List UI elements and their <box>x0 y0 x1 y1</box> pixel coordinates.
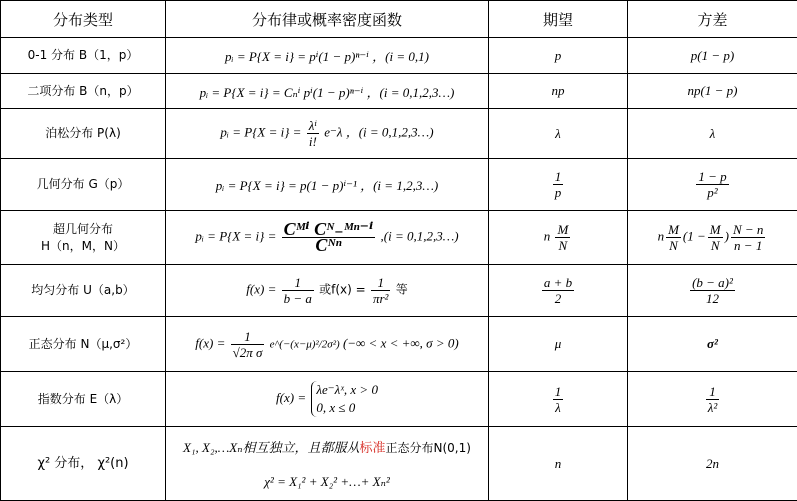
formula-suffix: (−∞ < x < +∞, σ > 0) <box>343 335 459 350</box>
row-name-line1: 超几何分布 <box>4 221 162 238</box>
formula-middle: 或f(x) = <box>319 282 366 296</box>
fraction-denominator: N <box>708 238 723 253</box>
formula-prefix: f(x) = <box>276 390 306 405</box>
fraction-numerator: M <box>555 222 570 238</box>
header-pmf-pdf: 分布律或概率密度函数 <box>166 1 489 38</box>
row-name: 几何分布 G（p） <box>1 159 166 211</box>
formula-line1 <box>169 437 485 456</box>
fraction-numerator: 1 <box>371 275 390 291</box>
row-name: 指数分布 E（λ） <box>1 372 166 427</box>
row-formula <box>166 372 489 427</box>
row-name: 均匀分布 U（a,b） <box>1 265 166 317</box>
formula-prefix: pᵢ = P{X = i} = <box>220 124 301 139</box>
table-row <box>1 317 797 372</box>
row-formula <box>166 211 489 265</box>
fraction <box>282 275 314 306</box>
fraction <box>706 384 720 415</box>
header-distribution-type: 分布类型 <box>1 1 166 38</box>
row-mean: np <box>489 74 628 109</box>
row-formula <box>166 317 489 372</box>
fraction-numerator: (b − a)² <box>690 275 735 291</box>
table-row <box>1 159 797 211</box>
fraction-numerator: 1 <box>282 275 314 291</box>
row-variance <box>628 159 797 211</box>
fraction-numerator: a + b <box>542 275 574 291</box>
fraction-denominator: πr² <box>371 291 390 306</box>
formula-line1-suffix: 正态分布N(0,1) <box>386 441 471 455</box>
row-formula <box>166 427 489 501</box>
row-variance: 2n <box>628 427 797 501</box>
row-variance: λ <box>628 109 797 159</box>
formula-prefix: pᵢ = P{X = i} = <box>195 228 276 243</box>
row-mean: p <box>489 38 628 74</box>
header-row <box>1 1 797 38</box>
table-row <box>1 74 797 109</box>
fraction <box>553 169 564 200</box>
row-formula <box>166 265 489 317</box>
header-variance: 方差 <box>628 1 797 38</box>
row-variance: p(1 − p) <box>628 38 797 74</box>
fraction <box>553 384 564 415</box>
fraction <box>696 169 728 200</box>
row-formula: pᵢ = P{X = i} = p(1 − p)ⁱ⁻¹ ，(i = 1,2,3…) <box>166 159 489 211</box>
case-2: 0, x ≤ 0 <box>316 399 378 417</box>
variance-middle: (1 − <box>683 228 706 243</box>
fraction-numerator: 1 <box>706 384 720 400</box>
formula-line2: χ² = X₁² + X₂² +…+ Xₙ² <box>169 474 485 490</box>
fraction-denominator: λ² <box>706 400 720 415</box>
row-name: 正态分布 N（μ,σ²） <box>1 317 166 372</box>
fraction-numerator: Cᴹⁱ Cᴺ₋ᴹⁿ⁻ⁱ <box>282 222 376 238</box>
fraction-numerator: N − n <box>731 222 765 238</box>
row-mean <box>489 265 628 317</box>
fraction-numerator: 1 <box>231 329 265 345</box>
fraction <box>666 222 681 253</box>
fraction-numerator: M <box>666 222 681 238</box>
row-formula <box>166 109 489 159</box>
row-mean: n <box>489 427 628 501</box>
fraction-numerator: 1 <box>553 384 564 400</box>
fraction-denominator: 2 <box>542 291 574 306</box>
formula-suffix: ,(i = 0,1,2,3…) <box>381 228 459 243</box>
variance-prefix: n <box>658 228 665 243</box>
row-formula: pᵢ = P{X = i} = pⁱ(1 − p)ⁿ⁻ⁱ ，(i = 0,1) <box>166 38 489 74</box>
table-row <box>1 109 797 159</box>
row-mean <box>489 159 628 211</box>
fraction-denominator: 12 <box>690 291 735 306</box>
fraction <box>307 118 319 149</box>
fraction <box>731 222 765 253</box>
fraction-numerator: λⁱ <box>307 118 319 134</box>
fraction-denominator: p² <box>696 185 728 200</box>
row-variance: σ² <box>628 317 797 372</box>
fraction-denominator: Cᴺⁿ <box>282 238 376 253</box>
row-mean: μ <box>489 317 628 372</box>
row-variance <box>628 211 797 265</box>
row-variance: np(1 − p) <box>628 74 797 109</box>
row-name: 泊松分布 P(λ) <box>1 109 166 159</box>
piecewise-cases <box>311 381 378 417</box>
row-variance <box>628 372 797 427</box>
row-mean <box>489 372 628 427</box>
row-name-line2: H（n，M，N） <box>4 238 162 255</box>
row-name: 二项分布 B（n，p） <box>1 74 166 109</box>
fraction-numerator: M <box>708 222 723 238</box>
row-name: 0-1 分布 B（1，p） <box>1 38 166 74</box>
fraction-denominator: b − a <box>282 291 314 306</box>
formula-exponent: e^(−(x−μ)²/2σ²) <box>270 338 340 350</box>
table-row <box>1 38 797 74</box>
fraction-denominator: p <box>553 185 564 200</box>
row-name <box>1 211 166 265</box>
fraction-denominator: √2π σ <box>231 345 265 360</box>
table-row <box>1 372 797 427</box>
fraction <box>555 222 570 253</box>
table-row <box>1 265 797 317</box>
formula-line1-prefix: X₁, X₂,…Xₙ相互独立，且都服从 <box>183 440 359 455</box>
fraction-denominator: N <box>666 238 681 253</box>
case-1: λe⁻λˣ, x > 0 <box>316 381 378 399</box>
formula-prefix: f(x) = <box>246 281 276 296</box>
header-expectation: 期望 <box>489 1 628 38</box>
formula-suffix: 等 <box>396 282 408 296</box>
fraction-numerator: 1 <box>553 169 564 185</box>
formula-suffix: e⁻λ ，(i = 0,1,2,3…) <box>324 124 433 139</box>
fraction <box>282 222 376 253</box>
fraction-denominator: N <box>555 238 570 253</box>
fraction <box>708 222 723 253</box>
fraction <box>371 275 390 306</box>
row-mean: λ <box>489 109 628 159</box>
variance-close: ) <box>725 228 729 243</box>
fraction-denominator: λ <box>553 400 564 415</box>
row-formula: pᵢ = P{X = i} = Cₙⁱ pⁱ(1 − p)ⁿ⁻ⁱ ，(i = 0,1,2,3…) <box>166 74 489 109</box>
fraction <box>690 275 735 306</box>
fraction-numerator: 1 − p <box>696 169 728 185</box>
mean-prefix: n <box>544 228 551 243</box>
highlight-standard: 标准 <box>360 441 386 456</box>
formula-prefix: f(x) = <box>195 335 225 350</box>
fraction <box>231 329 265 360</box>
row-mean <box>489 211 628 265</box>
fraction <box>542 275 574 306</box>
row-variance <box>628 265 797 317</box>
fraction-denominator: i! <box>307 134 319 149</box>
fraction-denominator: n − 1 <box>731 238 765 253</box>
table-row <box>1 427 797 501</box>
table-row <box>1 211 797 265</box>
row-name: χ² 分布， χ²(n) <box>1 427 166 501</box>
